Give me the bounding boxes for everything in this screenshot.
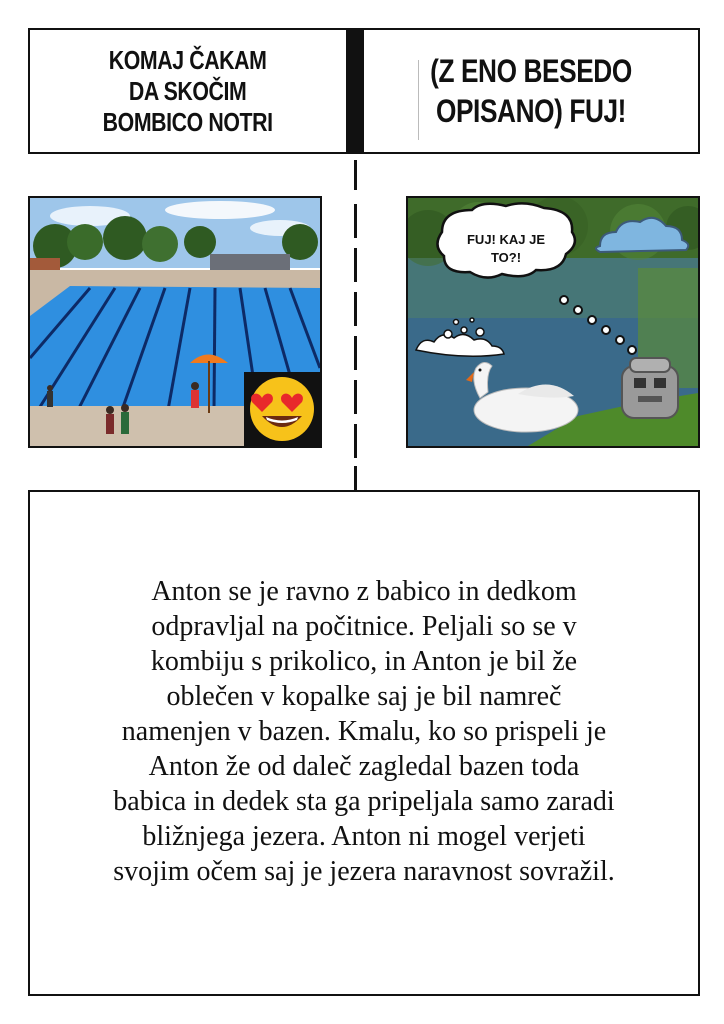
- dash-segment: [354, 466, 357, 490]
- caption-lake: [362, 28, 700, 154]
- story-line: oblečen v kopalke saj je bil namreč: [166, 681, 562, 712]
- panel-divider: [347, 28, 362, 154]
- robot-icon: [622, 358, 678, 418]
- dash-segment: [354, 380, 357, 414]
- caption-line: DA SKOČIM: [129, 75, 247, 106]
- lake-scene: [408, 198, 698, 446]
- story-text: [70, 574, 658, 889]
- pool-scene: [30, 198, 320, 446]
- story-line: Anton se je ravno z babico in dedkom: [151, 576, 577, 607]
- story-box: [28, 490, 700, 996]
- caption-pool: [28, 28, 348, 154]
- dash-segment: [354, 424, 357, 458]
- caption-line: (Z ENO BESEDO: [430, 53, 632, 89]
- dash-segment: [354, 336, 357, 370]
- caption-line: KOMAJ ČAKAM: [109, 44, 267, 75]
- dash-segment: [354, 248, 357, 282]
- heart-eyes-emoji-icon: [244, 372, 320, 446]
- story-line: babica in dedek sta ga pripeljala samo zaradi: [113, 786, 615, 817]
- lake-illustration: [406, 196, 700, 448]
- story-line: bližnjega jezera. Anton ni mogel verjeti: [142, 821, 586, 852]
- caption-line: OPISANO) FUJ!: [435, 93, 627, 129]
- pool-illustration: [28, 196, 322, 448]
- caption-line: BOMBICO NOTRI: [103, 106, 273, 137]
- dash-segment: [354, 292, 357, 326]
- dash-segment: [354, 160, 357, 190]
- story-line: Anton že od daleč zagledal bazen toda: [148, 751, 580, 782]
- thought-text: TO?!: [490, 250, 522, 265]
- caption-mark: [418, 60, 419, 140]
- story-line: odpravljal na počitnice. Peljali so se v: [151, 611, 577, 642]
- story-line: namenjen v bazen. Kmalu, ko so prispeli je: [121, 716, 607, 747]
- thought-text: FUJ! KAJ JE: [466, 232, 546, 247]
- story-line: kombiju s prikolico, in Anton je bil že: [150, 646, 578, 677]
- dash-segment: [354, 204, 357, 238]
- story-line: svojim očem saj je jezera naravnost sovražil.: [113, 856, 615, 887]
